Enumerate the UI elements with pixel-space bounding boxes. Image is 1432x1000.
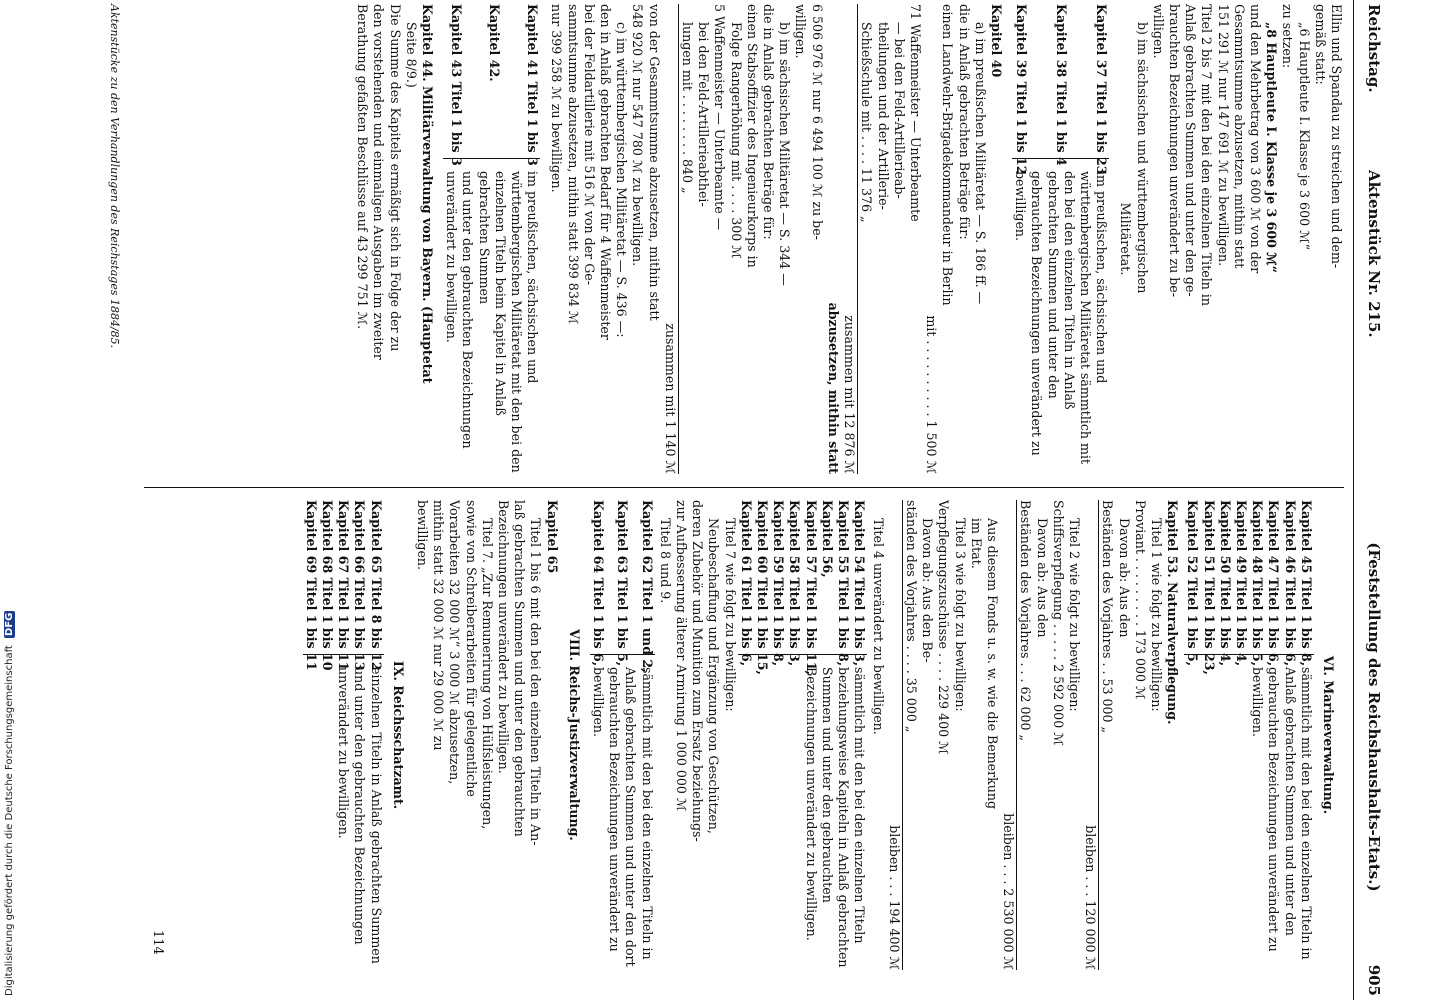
kap65-line: Titel 1 bis 6 mit den bei den einzelnen Titeln in An- [528, 518, 544, 846]
kapitel-label: Kapitel 52 Titel 1 bis 5, [1185, 500, 1201, 667]
kap53-line: Aus diesem Fonds u. s. w. wie die Bemerkung [984, 518, 1000, 810]
brace [1012, 158, 1109, 167]
kap53-line: bleiben . . . 194 400 ℳ [886, 825, 902, 970]
intro-line: gemäß statt: [1312, 4, 1328, 85]
intro-line: „6 Hauptleute I. Klasse je 3 600 ℳ“ [1296, 22, 1312, 251]
kapitel-63-label: Kapitel 63 Titel 1 bis 5, [615, 500, 631, 667]
kapitel-label: Kapitel 59 Titel 1 bis 8, [771, 500, 787, 667]
kapitel-41-43-block [443, 4, 540, 474]
kap53-line: Davon ab: Aus den [1034, 518, 1050, 638]
kap40-line: nur 399 258 ℳ zu bewilligen. [549, 4, 565, 193]
section-heading: VI. Marineverwaltung. [1321, 655, 1336, 815]
kap53-line: Davon ab: Aus den [1116, 518, 1132, 638]
kap65-line: bewilligen. [415, 500, 431, 571]
dfg-logo-icon: DFG [4, 612, 15, 636]
kap40-line: a) im preußischen Militäretat — S. 186 ff. — [972, 22, 988, 305]
kapitel-65-69-text: einzelnen Titeln in Anlaß gebrachten Summen und unter den gebrauchten Bezeichnungen unverändert zu bewilligen. [336, 667, 384, 964]
kap40-line: einen Landwehr-Brigadekommandeur in Berlin [940, 4, 956, 306]
kapitel-label: Kapitel 46 Titel 1 bis 6, [1282, 500, 1298, 667]
section-heading: IX. Reichsschatzamt. [390, 660, 406, 810]
kap40-line: von der Gesammtsumme abzusetzen, mithin statt [646, 4, 662, 321]
titel-7-line: Neubeschaffung und Ergänzung von Geschützen, [706, 518, 722, 834]
kap40-line: zusammen mit 1 140 ℳ [662, 323, 678, 474]
kap40-line: sammtsumme abzusetzen, mithin statt 399 834 ℳ [565, 4, 581, 325]
kap65-line: sowie von Schreiberarbeiten für gelegentliche [463, 500, 479, 797]
kap53-line: Titel 2 wie folgt zu bewilligen: [1066, 518, 1082, 712]
signature-number: 114 [150, 930, 165, 955]
kapitel-label: Kapitel 55 Titel 1 bis 8, [836, 500, 852, 667]
kap53-line: bleiben . . . 120 000 ℳ [1083, 825, 1099, 970]
column-divider [144, 487, 1344, 488]
kapitel-label: Kapitel 54 Titel 1 bis 3, [852, 500, 868, 667]
kap40-line: 548 920 ℳ nur 547 780 ℳ zu bewilligen. [630, 4, 646, 267]
right-column [303, 500, 1344, 970]
header-page-number: 905 [1365, 964, 1383, 996]
left-column [354, 4, 1344, 474]
kapitel-39-label: Kapitel 39 Titel 1 bis 12 [1013, 4, 1029, 175]
kapitel-label: Kapitel 66 Titel 1 bis 13 [352, 500, 368, 671]
kap40-line: einen Stabsoffizier des Ingenieurkorps in [744, 4, 760, 268]
kap40-line: Folge Rangerhöhung mit . . . . 300 ℳ [728, 22, 744, 259]
titel-7-line: Titel 7 wie folgt zu bewilligen: [722, 518, 738, 712]
kapitel-43-label: Kapitel 43 Titel 1 bis 3 [448, 4, 464, 166]
kapitel-62-64-text: sämmtlich mit den bei den einzelnen Titeln in Anlaß gebrachten Summen und unter den dort gebrauchten Bezeichnungen unverändert zu bewilligen. [591, 667, 655, 967]
kap40-line: bei den Feld-Artillerieabthei- [696, 22, 712, 207]
intro-line: b) im sächsischen und württembergischen [1134, 22, 1150, 294]
kapitel-65-label: Kapitel 65 [544, 500, 560, 574]
kap53-line: im Etat. [968, 518, 984, 569]
kap53-line: ständen des Vorjahres . . . . 35 000 „ [902, 500, 919, 970]
kap65-line: mithin statt 32 000 ℳ nur 29 000 ℳ zu [431, 500, 447, 751]
header-rule [1353, 0, 1354, 1000]
kapitel-40-label: Kapitel 40 [988, 4, 1004, 78]
kapitel-65-69-block [303, 500, 384, 970]
kap53-line: Davon ab: Aus den Be- [920, 518, 936, 663]
intro-line: brauchten Bezeichnungen unverändert zu be- [1166, 4, 1182, 297]
kap53-line: Verpflegungszuschüsse . . . . 229 400 ℳ [936, 500, 952, 755]
kapitel-label: Kapitel 49 Titel 1 bis 4, [1233, 500, 1249, 667]
header-right [1366, 542, 1382, 996]
kapitel-54-61-text: sämmtlich mit den bei den einzelnen Titeln beziehungsweise Kapiteln in Anlaß gebrachten Summen und unter den gebrauchten Bezeichnungen unverändert zu bewilligen. [803, 667, 868, 968]
intro-line: Ellin und Spandau zu streichen und dem- [1329, 4, 1344, 269]
kapitel-label: Kapitel 69 Titel 1 bis 11 [303, 500, 319, 671]
brace [590, 654, 655, 663]
kap53-line: Proviant . . . . . . . . . 173 000 ℳ [1132, 500, 1148, 700]
kapitel-label: Kapitel 58 Titel 1 bis 3, [787, 500, 803, 667]
kapitel-label: Kapitel 47 Titel 1 bis 6, [1266, 500, 1282, 667]
brace [443, 158, 540, 167]
kap40-line: theilungen und der Artillerie- [875, 22, 891, 210]
kap53-line: Schiffsverpflegung . . . . . 2 592 000 ℳ [1050, 500, 1066, 746]
kap53-line: Beständen des Vorjahres . . . 62 000 „ [1016, 500, 1033, 970]
titel-7-line: deren Zubehör und Munition zum Ersatz beziehungs- [690, 500, 706, 842]
kap65-line: Bezeichnungen unverändert zu bewilligen. [496, 500, 512, 774]
kap40-line: b) im sächsischen Militäretat — S. 344 — [777, 22, 793, 286]
kapitel-41-label: Kapitel 41 Titel 1 bis 3 [525, 4, 541, 166]
kap40-line: die in Anlaß gebrachten Beträge für: [761, 4, 777, 240]
intro-line: Titel 2 bis 7 mit den bei den einzelnen Titeln in [1199, 4, 1215, 307]
footer-note: Aktenstücke zu den Verhandlungen des Reichstages 1884/85. [108, 4, 121, 349]
intro-line: willigen. [1150, 4, 1166, 59]
kap65-line: Vorarbeiten 32 000 ℳ“ 3 000 ℳ abzusetzen, [447, 500, 463, 785]
intro-line: und den Mehrbetrag von 3 600 ℳ von der [1247, 4, 1263, 274]
section-heading: VIII. Reichs-Justizverwaltung. [566, 629, 582, 841]
header-left: Reichstag. [1365, 4, 1383, 93]
intro-line: Militäretat. [1118, 202, 1134, 276]
kap40-line: mit . . . . . . . . . . 1 500 ℳ [924, 315, 940, 474]
kap40-line: — bei den Feld-Artillerieab- [891, 22, 907, 199]
brace [738, 654, 868, 663]
titel-7-line: Titel 8 und 9. [657, 518, 673, 604]
kapitel-label: Kapitel 56, [819, 500, 835, 578]
kap40-line: den in Anlaß gebrachten Bedarf für 4 Waffenmeister [598, 4, 614, 340]
kap53-line: Beständen des Vorjahres . . 53 000 „ [1098, 500, 1115, 970]
kapitel-62-64-block [590, 500, 655, 970]
brace [303, 654, 384, 663]
kap40-line: c) im württembergischen Militäretat — S. 436 —: [614, 22, 630, 338]
kapitel-44-label: Kapitel 44. Militärverwaltung von Bayern. (Hauptetat [420, 4, 436, 384]
kapitel-label: Kapitel 67 Titel 1 bis 11 [336, 500, 352, 671]
kapitel-label: Kapitel 51 Titel 1 bis 23, [1201, 500, 1217, 675]
kap44-line: Berathung gefaßten Beschlüsse auf 43 299 751 ℳ. [355, 4, 371, 330]
kapitel-64-label: Kapitel 64 Titel 1 bis 6, [591, 500, 607, 667]
kap44-line: Die Summe des Kapitels ermäßigt sich in Folge der zu [387, 4, 403, 352]
kap44-line: Seite 8/9.) [403, 22, 419, 88]
kap53-line: Titel 3 wie folgt zu bewilligen: [952, 518, 968, 712]
kapitel-38-label: Kapitel 38 Titel 1 bis 4 [1053, 4, 1069, 166]
kap40-line: 71 Waffenmeister — Unterbeamte [907, 4, 923, 222]
intro-line: Gesammtsumme abzusetzen, mithin statt [1231, 4, 1247, 269]
kapitel-label: Kapitel 45 Titel 1 bis 8, [1298, 500, 1314, 667]
kapitel-label: Kapitel 65 Titel 8 bis 12 [368, 500, 384, 671]
kapitel-label: Kapitel 68 Titel 1 bis 10 [320, 500, 336, 671]
kapitel-53-label: Kapitel 53. Naturalverpflegung. [1165, 500, 1181, 725]
kapitel-label: Kapitel 50 Titel 1 bis 4, [1217, 500, 1233, 667]
intro-line: 151 291 ℳ nur 147 691 ℳ zu bewilligen. [1215, 4, 1231, 267]
kapitel-45-52-block [1184, 500, 1314, 970]
titel-7-line: zur Aufbesserung älterer Armirung 1 000 000 ℳ [674, 500, 690, 812]
kapitel-41-text: im preußischen, sächsischen und württembergischen Militäretat mit den bei den einzelnen Titeln beim Kapitel in Anlaß gebrachten Summen [476, 171, 541, 473]
kap44-line: den vorstehenden und einmaligen Ausgaben im zweiter [371, 4, 387, 360]
page-header [1360, 0, 1382, 1000]
digitization-credit [0, 0, 22, 1000]
header-document-number: Aktenstück Nr. 215. [1365, 170, 1383, 338]
kapitel-37-text: im preußischen, sächsischen und württembergischen Militäretat sämmtlich mit den bei den einzelnen Titeln in Anlaß gebrachten Summen und unter den gebrauchten Bezeichnungen unverändert zu bewilligen. [1013, 171, 1110, 465]
kap40-line: 6 506 976 ℳ nur 6 494 100 ℳ zu be- [809, 4, 825, 240]
kap65-line: laß gebrachten Summen und unter den gebrauchten [512, 500, 528, 837]
kapitel-label: Kapitel 57 Titel 1 bis 11, [803, 500, 819, 675]
kapitel-54-61-block [738, 500, 868, 970]
kapitel-42-label: Kapitel 42. [487, 4, 503, 82]
kap53-line: bleiben . . . 2 530 000 ℳ [1001, 813, 1017, 970]
kap40-line: bei der Feldartillerie mit 516 ℳ von der Ge- [581, 4, 597, 285]
kapitel-37-label: Kapitel 37 Titel 1 bis 23 [1094, 4, 1110, 175]
kap40-line: abzusetzen, mithin statt [825, 302, 841, 474]
kap40-line: willigen. [793, 4, 809, 59]
intro-line: „8 Hauptleute I. Klasse je 3 600 ℳ“ [1264, 22, 1280, 274]
kapitel-62-label: Kapitel 62 Titel 1 und 2, [639, 500, 655, 673]
kapitel-37-39-block [1012, 4, 1109, 474]
kap40-line: Schießschule mit . . . . 11 376 „ [857, 4, 874, 474]
kapitel-42-text: und unter den gebrauchten Bezeichnungen unverändert zu bewilligen. [444, 171, 476, 449]
brace [1184, 654, 1314, 663]
header-title: (Feststellung des Reichshaushalts-Etats.) [1365, 542, 1383, 892]
digitization-credit-text: Digitalisierung gefördert durch die Deutsche Forschungsgemeinschaft DFG [4, 612, 15, 996]
kap53-line: Titel 4 unverändert zu bewilligen. [870, 518, 886, 735]
kap65-line: Titel 7. „Zur Remunerirung von Hülfsleistungen, [479, 518, 495, 830]
rotated-page [90, 0, 1390, 1000]
kapitel-45-52-text: sämmtlich mit den bei den einzelnen Titeln in Anlaß gebrachten Summen und unter den gebrauchten Bezeichnungen unverändert zu bewilligen. [1250, 667, 1314, 960]
kapitel-label: Kapitel 60 Titel 1 bis 15, [755, 500, 771, 675]
kapitel-label: Kapitel 61 Titel 1 bis 6, [738, 500, 754, 667]
kap40-line: lungen mit . . . . . . . . 840 „ [678, 4, 695, 474]
kap40-line: 5 Waffenmeister — Unterbeamte — [712, 4, 728, 231]
kap40-line: die in Anlaß gebrachten Beträge für: [956, 4, 972, 240]
kap40-line: zusammen mit 12 876 ℳ [842, 315, 858, 474]
intro-line: zu setzen: [1280, 4, 1296, 69]
kap53-line: Titel 1 wie folgt zu bewilligen: [1148, 518, 1164, 712]
kapitel-label: Kapitel 48 Titel 1 bis 5, [1250, 500, 1266, 667]
intro-line: Anlaß gebrachten Summen und unter den ge- [1183, 4, 1199, 297]
